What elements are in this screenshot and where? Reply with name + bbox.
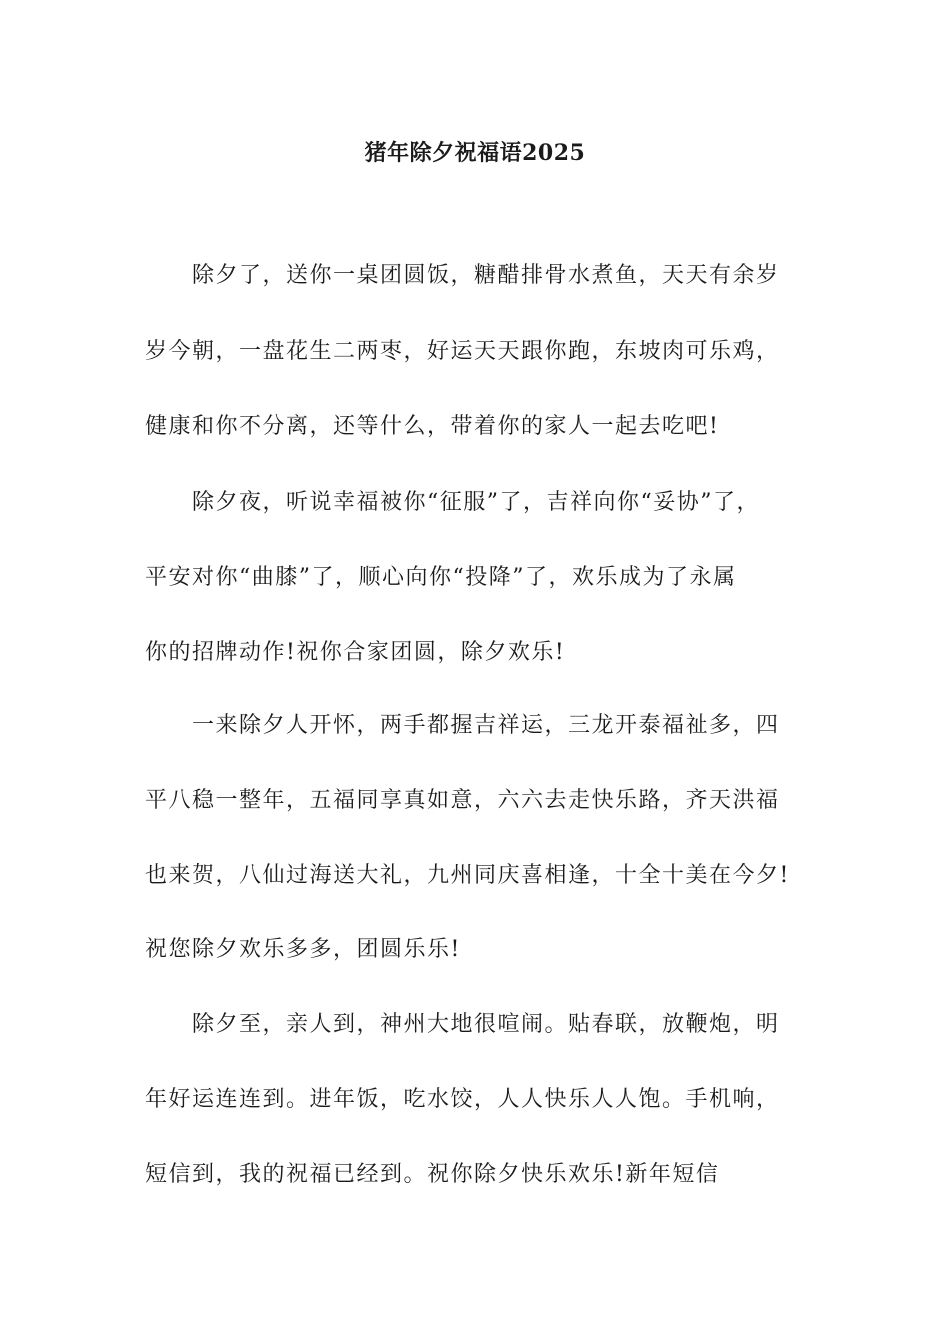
- paragraph-3-line-2: 平八稳一整年，五福同享真如意，六六去走快乐路，齐天洪福: [145, 788, 780, 813]
- paragraph-1-line-2: 岁今朝，一盘花生二两枣，好运天天跟你跑，东坡肉可乐鸡，: [145, 339, 780, 364]
- paragraph-4-line-3: 短信到，我的祝福已经到。祝你除夕快乐欢乐!新年短信: [145, 1162, 720, 1187]
- paragraph-2-line-2: 平安对你“曲膝”了，顺心向你“投降”了，欢乐成为了永属: [145, 565, 737, 590]
- paragraph-2-line-1: 除夕夜，听说幸福被你“征服”了，吉祥向你“妥协”了，: [192, 490, 760, 515]
- paragraph-4-line-2: 年好运连连到。进年饭，吃水饺，人人快乐人人饱。手机响，: [145, 1087, 780, 1112]
- paragraph-1-line-1: 除夕了，送你一桌团圆饭，糖醋排骨水煮鱼，天天有余岁: [192, 263, 780, 288]
- paragraph-3-line-4: 祝您除夕欢乐多多，团圆乐乐!: [145, 937, 461, 962]
- paragraph-3-line-3: 也来贺，八仙过海送大礼，九州同庆喜相逢，十全十美在今夕!: [145, 863, 790, 888]
- paragraph-4-line-1: 除夕至，亲人到，神州大地很喧闹。贴春联，放鞭炮，明: [192, 1012, 780, 1037]
- paragraph-3-line-1: 一来除夕人开怀，两手都握吉祥运，三龙开泰福祉多，四: [192, 713, 780, 738]
- document-title: 猪年除夕祝福语2025: [364, 140, 586, 166]
- paragraph-2-line-3: 你的招牌动作!祝你合家团圆，除夕欢乐!: [145, 640, 566, 665]
- paragraph-1-line-3: 健康和你不分离，还等什么，带着你的家人一起去吃吧!: [145, 414, 720, 439]
